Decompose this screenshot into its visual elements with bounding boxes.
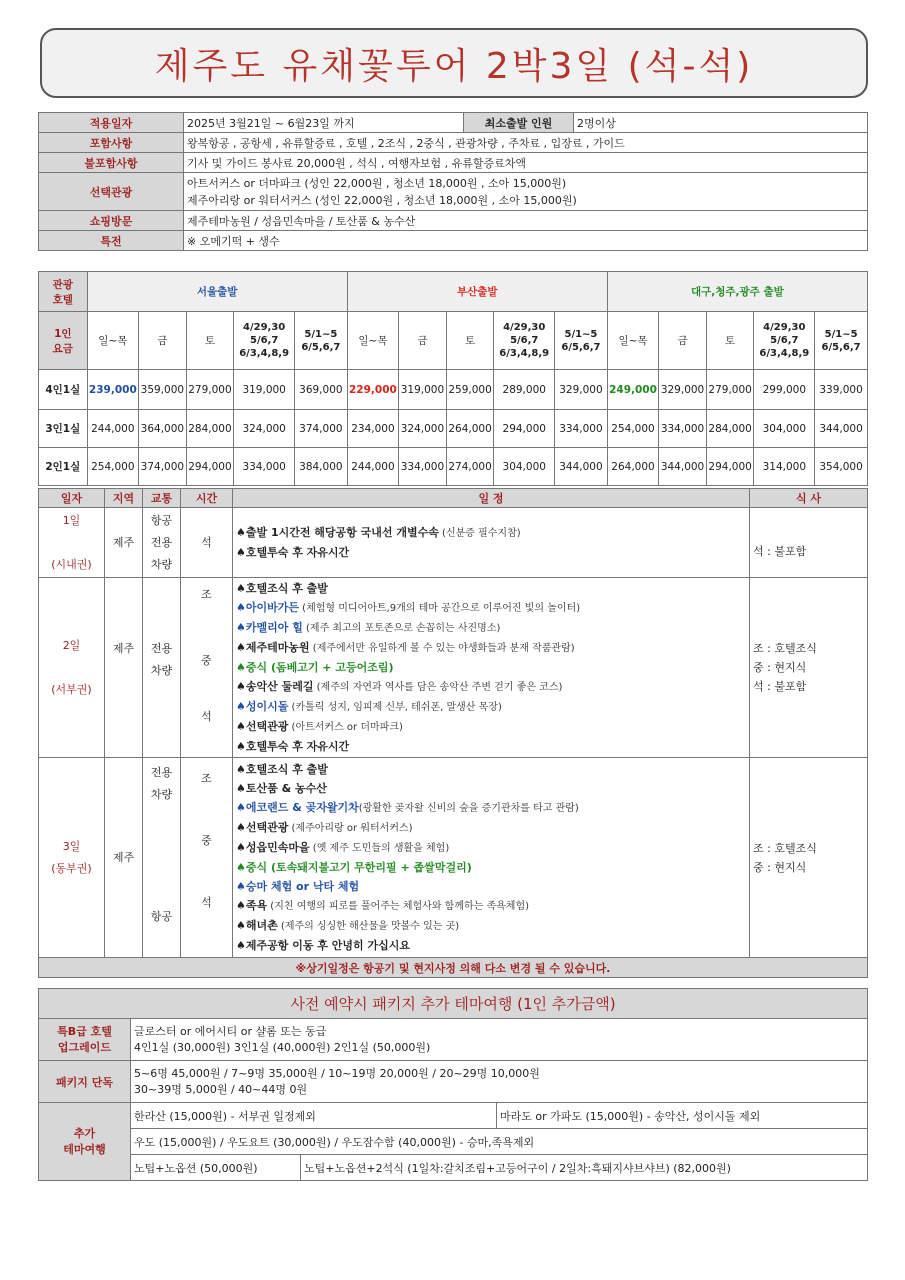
- schedule-line: [236, 737, 746, 756]
- day-header: 금: [399, 312, 447, 370]
- day2-meal: [750, 578, 868, 758]
- schedule-line: [236, 838, 746, 858]
- schedule-line: [236, 877, 746, 896]
- transport-line: 항공: [150, 910, 173, 923]
- extra-theme-table: [38, 988, 868, 1181]
- day2-schedule: [233, 578, 750, 758]
- transport-line: 전용: [150, 642, 173, 655]
- day3-meal: [750, 758, 868, 958]
- page-title-box: [40, 28, 868, 98]
- fee-bottom: 요금: [52, 342, 73, 355]
- theme-label-1: 추가: [73, 1126, 96, 1140]
- schedule-desc: (아트서커스 or 더마파크): [288, 722, 403, 733]
- day3-times: [181, 758, 233, 958]
- price-cell: 334,000: [399, 448, 447, 486]
- fee-label: [39, 312, 88, 370]
- price-cell: 369,000: [295, 370, 348, 410]
- price-cell: 329,000: [555, 370, 608, 410]
- schedule-line: [236, 896, 746, 916]
- price-row-3: [39, 410, 868, 448]
- schedule-desc: (제주의 자연과 역사를 담은 송악산 주변 걷기 좋은 코스): [313, 682, 563, 693]
- schedule-main: ♠제주공항 이동 후 안녕히 가십시요: [236, 939, 410, 952]
- schedule-main: ♠토산품 & 농수산: [236, 782, 327, 795]
- price-cell: 289,000: [494, 370, 555, 410]
- price-cell: 254,000: [607, 410, 658, 448]
- include-label: 포함사항: [39, 133, 184, 153]
- upgrade-line-2: 4인1실 (30,000원) 3인1실 (40,000원) 2인1실 (50,000원): [134, 1040, 431, 1054]
- transport-line: 차량: [150, 664, 173, 677]
- theme-notip: 노팁+노옵션 (50,000원): [131, 1155, 301, 1181]
- transport-line: 차량: [150, 557, 173, 571]
- schedule-desc: (옛 제주 도민들의 생활을 체험): [309, 843, 450, 854]
- price-cell: 324,000: [399, 410, 447, 448]
- schedule-main: ♠선택관광: [236, 720, 289, 733]
- option-line-1: 아트서커스 or 더마파크 (성인 22,000원 , 청소년 18,000원 , 소아 15,000원): [187, 176, 567, 190]
- schedule-main: ♠카멜리아 힐: [236, 621, 303, 634]
- schedule-line: [236, 638, 746, 658]
- price-corner: [39, 272, 88, 312]
- time-breakfast: 조: [201, 772, 212, 785]
- day-header: 일~목: [607, 312, 658, 370]
- transport-line: 항공: [150, 513, 173, 527]
- day-header: 금: [659, 312, 707, 370]
- schedule-line: [236, 818, 746, 838]
- price-table: [38, 271, 868, 486]
- price-cell: 299,000: [754, 370, 815, 410]
- schedule-main: ♠호텔조식 후 출발: [236, 763, 328, 776]
- theme-notip-dinner: 노팁+노옵션+2석식 (1일차:갈치조림+고등어구이 / 2일차:흑돼지샤브샤브) (82,000원): [301, 1155, 868, 1181]
- price-cell: 374,000: [295, 410, 348, 448]
- theme-label: [39, 1103, 131, 1181]
- schedule-line: [236, 697, 746, 717]
- schedule-main: ♠제주테마농원: [236, 641, 310, 654]
- exclude-value: 기사 및 가이드 봉사료 20,000원 , 석식 , 여행자보험 , 유류할증료차액: [184, 153, 868, 173]
- price-row-4: [39, 370, 868, 410]
- meal-line: 중 : 현지식: [753, 661, 807, 674]
- schedule-line: [236, 543, 746, 562]
- day1-cell: [39, 508, 105, 578]
- option-line-2: 제주아리랑 or 워터서커스 (성인 22,000원 , 청소년 18,000원 , 소아 15,000원): [187, 193, 577, 207]
- shopping-value: 제주테마농원 / 성읍민속마을 / 토산품 & 농수산: [184, 211, 868, 231]
- price-day-row: [39, 312, 868, 370]
- price-cell: 339,000: [815, 370, 868, 410]
- day-header: 토: [446, 312, 494, 370]
- day3-cell: [39, 758, 105, 958]
- schedule-main: ♠족욕: [236, 899, 268, 912]
- package-value: [131, 1061, 868, 1103]
- price-cell: 264,000: [607, 448, 658, 486]
- price-cell: 359,000: [139, 370, 187, 410]
- min-people-label: 최소출발 인원: [464, 113, 574, 133]
- time-breakfast: 조: [201, 588, 212, 601]
- price-cell: 364,000: [139, 410, 187, 448]
- special-value: ※ 오메기떡 + 생수: [184, 231, 868, 251]
- day-header: 일~목: [87, 312, 138, 370]
- schedule-desc: (제주 최고의 포토존으로 손꼽히는 사진명소): [302, 623, 501, 634]
- day-header: 5/1~5 6/5,6,7: [295, 312, 348, 370]
- theme-label-2: 테마여행: [63, 1142, 106, 1156]
- day-header: 토: [186, 312, 234, 370]
- price-cell: 279,000: [186, 370, 234, 410]
- day1-area: (시내권): [51, 557, 92, 571]
- package-line-1: 5~6명 45,000원 / 7~9명 35,000원 / 10~19명 20,000원 / 20~29명 10,000원: [134, 1066, 540, 1080]
- day-header: 금: [139, 312, 187, 370]
- schedule-line: [236, 598, 746, 618]
- schedule-desc: (제주아리랑 or 워터서커스): [288, 823, 413, 834]
- theme-udo: 우도 (15,000원) / 우도요트 (30,000원) / 우도잠수함 (40,000원) - 승마,족욕제외: [131, 1129, 868, 1155]
- schedule-desc: (지친 여행의 피로를 풀어주는 체험사와 함께하는 족욕체험): [267, 901, 530, 912]
- day3-label: 3일: [62, 839, 81, 853]
- schedule-main: ♠해녀촌: [236, 919, 278, 932]
- itinerary-table: [38, 488, 868, 978]
- day2-label: 2일: [62, 638, 81, 652]
- exclude-label: 불포함사항: [39, 153, 184, 173]
- time-dinner: 석: [201, 710, 212, 723]
- time-lunch: 중: [201, 834, 212, 847]
- schedule-main: ♠성읍민속마을: [236, 841, 310, 854]
- price-cell: 319,000: [399, 370, 447, 410]
- room-type: 3인1실: [39, 410, 88, 448]
- extra-title: 사전 예약시 패키지 추가 테마여행 (1인 추가금액): [39, 989, 868, 1019]
- schedule-main: ♠아이바가든: [236, 601, 299, 614]
- day1-label: 1일: [62, 513, 81, 527]
- transport-line: 차량: [150, 788, 173, 801]
- header-area: 지역: [105, 489, 143, 508]
- day-header: 일~목: [347, 312, 398, 370]
- day-header: 5/1~5 6/5,6,7: [555, 312, 608, 370]
- schedule-line: [236, 779, 746, 798]
- header-schedule: 일 정: [233, 489, 750, 508]
- schedule-desc: (제주의 싱싱한 해산물을 맛볼수 있는 곳): [277, 921, 460, 932]
- day2-cell: [39, 578, 105, 758]
- period-value: 2025년 3월21일 ~ 6월23일 까지: [184, 113, 464, 133]
- meal-line: 석 : 불포함: [753, 545, 807, 558]
- price-cell: 294,000: [186, 448, 234, 486]
- price-cell: 284,000: [186, 410, 234, 448]
- schedule-line: [236, 936, 746, 955]
- price-cell: 304,000: [754, 410, 815, 448]
- transport-line: 전용: [150, 766, 173, 779]
- fee-top: 1인: [54, 327, 72, 340]
- day2-area: (서부권): [51, 682, 92, 696]
- schedule-main: ♠선택관광: [236, 821, 289, 834]
- schedule-main: ♠호텔투숙 후 자유시간: [236, 546, 350, 559]
- schedule-line: [236, 760, 746, 779]
- special-label: 특전: [39, 231, 184, 251]
- meal-line: 석 : 불포함: [753, 680, 807, 693]
- upgrade-label-2: 업그레이드: [57, 1040, 112, 1054]
- upgrade-label-1: 특B급 호텔: [57, 1024, 112, 1038]
- day-header: 4/29,30 5/6,7 6/3,4,8,9: [494, 312, 555, 370]
- package-line-2: 30~39명 5,000원 / 40~44명 0원: [134, 1082, 308, 1096]
- meal-line: 조 : 호텔조식: [753, 642, 817, 655]
- price-cell: 244,000: [87, 410, 138, 448]
- upgrade-label: [39, 1019, 131, 1061]
- price-cell: 344,000: [815, 410, 868, 448]
- time-lunch: 중: [201, 654, 212, 667]
- corner-top: 관광: [52, 278, 73, 291]
- price-cell: 239,000: [87, 370, 138, 410]
- day1-time: 석: [181, 508, 233, 578]
- day3-transport: [143, 758, 181, 958]
- schedule-main: ♠중식 (돔베고기 + 고등어조림): [236, 661, 394, 674]
- option-label: 선택관광: [39, 173, 184, 211]
- schedule-main: ♠승마 체험 or 낙타 체험: [236, 880, 360, 893]
- schedule-line: [236, 618, 746, 638]
- schedule-main: ♠송악산 둘레길: [236, 680, 314, 693]
- info-table: [38, 112, 868, 251]
- period-label: 적용일자: [39, 113, 184, 133]
- upgrade-value: [131, 1019, 868, 1061]
- min-people-value: 2명이상: [574, 113, 868, 133]
- day2-transport: [143, 578, 181, 758]
- room-type: 4인1실: [39, 370, 88, 410]
- schedule-main: ♠호텔조식 후 출발: [236, 582, 328, 595]
- corner-bottom: 호텔: [52, 293, 73, 306]
- price-cell: 254,000: [87, 448, 138, 486]
- schedule-desc: (신분증 필수지참): [438, 528, 521, 539]
- schedule-desc: (카톨릭 성지, 임피제 신부, 테쉬폰, 말생산 목장): [288, 702, 502, 713]
- group-daegu: 대구,청주,광주 출발: [607, 272, 867, 312]
- schedule-line: [236, 658, 746, 677]
- price-cell: 384,000: [295, 448, 348, 486]
- price-cell: 374,000: [139, 448, 187, 486]
- transport-line: 전용: [150, 535, 173, 549]
- day-header: 5/1~5 6/5,6,7: [815, 312, 868, 370]
- schedule-line: [236, 579, 746, 598]
- header-time: 시간: [181, 489, 233, 508]
- price-cell: 334,000: [659, 410, 707, 448]
- include-value: 왕복항공 , 공항세 , 유류할증료 , 호텔 , 2조식 , 2중식 , 관광차량 , 주차료 , 입장료 , 가이드: [184, 133, 868, 153]
- price-cell: 229,000: [347, 370, 398, 410]
- schedule-main: ♠중식 (토속돼지불고기 무한리필 + 좁쌀막걸리): [236, 861, 472, 874]
- day1-transport: [143, 508, 181, 578]
- price-cell: 344,000: [659, 448, 707, 486]
- price-cell: 304,000: [494, 448, 555, 486]
- day-header: 4/29,30 5/6,7 6/3,4,8,9: [234, 312, 295, 370]
- room-type: 2인1실: [39, 448, 88, 486]
- schedule-main: ♠성이시돌: [236, 700, 289, 713]
- price-cell: 324,000: [234, 410, 295, 448]
- header-meal: 식 사: [750, 489, 868, 508]
- itinerary-note: ※상기일정은 항공기 및 현지사정 의해 다소 변경 될 수 있습니다.: [39, 958, 868, 978]
- price-cell: 334,000: [555, 410, 608, 448]
- theme-marado: 마라도 or 가파도 (15,000원) - 송악산, 성이시돌 제외: [497, 1103, 868, 1129]
- time-dinner: 석: [201, 896, 212, 909]
- price-cell: 354,000: [815, 448, 868, 486]
- header-date: 일자: [39, 489, 105, 508]
- meal-line: 조 : 호텔조식: [753, 841, 817, 855]
- price-cell: 319,000: [234, 370, 295, 410]
- day3-region: 제주: [105, 758, 143, 958]
- price-cell: 249,000: [607, 370, 658, 410]
- price-cell: 314,000: [754, 448, 815, 486]
- group-busan: 부산출발: [347, 272, 607, 312]
- price-cell: 264,000: [446, 410, 494, 448]
- schedule-line: [236, 677, 746, 697]
- schedule-main: ♠출발 1시간전 해당공항 국내선 개별수속: [236, 526, 439, 539]
- schedule-main: ♠호텔투숙 후 자유시간: [236, 740, 350, 753]
- price-cell: 244,000: [347, 448, 398, 486]
- schedule-line: [236, 717, 746, 737]
- day3-schedule: [233, 758, 750, 958]
- price-cell: 334,000: [234, 448, 295, 486]
- price-cell: 279,000: [706, 370, 754, 410]
- price-cell: 344,000: [555, 448, 608, 486]
- day1-schedule: [233, 508, 750, 578]
- day1-meal: [750, 508, 868, 578]
- schedule-line: [236, 916, 746, 936]
- group-seoul: 서울출발: [87, 272, 347, 312]
- price-cell: 329,000: [659, 370, 707, 410]
- day2-times: [181, 578, 233, 758]
- schedule-line: [236, 798, 746, 818]
- price-cell: 234,000: [347, 410, 398, 448]
- option-value: [184, 173, 868, 211]
- price-cell: 274,000: [446, 448, 494, 486]
- schedule-line: [236, 523, 746, 543]
- theme-hallasan: 한라산 (15,000원) - 서부권 일정제외: [131, 1103, 497, 1129]
- schedule-main: ♠에코랜드 & 곶자왈기차: [236, 801, 359, 814]
- page-title: 제주도 유채꽃투어 2박3일 (석-석): [154, 45, 754, 87]
- day2-region: 제주: [105, 578, 143, 758]
- day1-region: 제주: [105, 508, 143, 578]
- schedule-desc: (체험형 미디어아트,9개의 테마 공간으로 이루어진 빛의 놀이터): [299, 603, 581, 614]
- schedule-desc: (광활한 곶자왈 신비의 숲을 증기관차를 타고 관람): [358, 803, 579, 814]
- shopping-label: 쇼핑방문: [39, 211, 184, 231]
- day-header: 토: [706, 312, 754, 370]
- price-cell: 284,000: [706, 410, 754, 448]
- price-cell: 259,000: [446, 370, 494, 410]
- header-transport: 교통: [143, 489, 181, 508]
- meal-line: 중 : 현지식: [753, 860, 807, 874]
- day3-area: (동부권): [51, 861, 92, 875]
- price-cell: 294,000: [494, 410, 555, 448]
- price-row-2: [39, 448, 868, 486]
- package-label: 패키지 단독: [39, 1061, 131, 1103]
- price-cell: 294,000: [706, 448, 754, 486]
- schedule-desc: (제주에서만 유일하게 볼 수 있는 야생화들과 분재 작품관람): [309, 643, 575, 654]
- day-header: 4/29,30 5/6,7 6/3,4,8,9: [754, 312, 815, 370]
- upgrade-line-1: 글로스터 or 에어시티 or 샬롬 또는 동급: [134, 1024, 327, 1038]
- schedule-line: [236, 858, 746, 877]
